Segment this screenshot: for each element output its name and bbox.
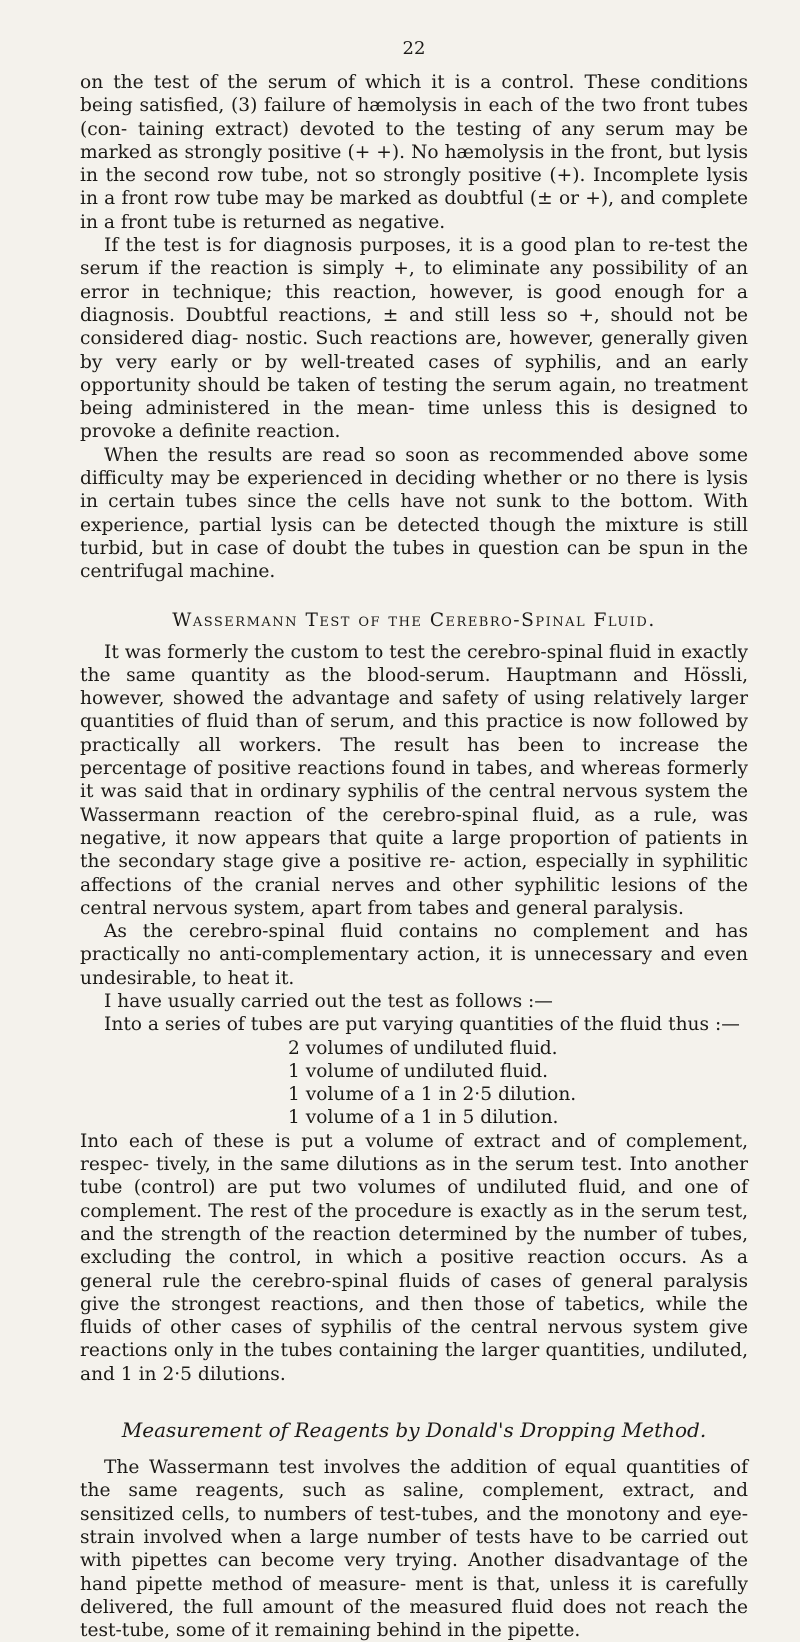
paragraph-csf-tubes-intro: Into a series of tubes are put varying quantities of the fluid thus :— [104, 1014, 740, 1036]
paragraph-reading-results: When the results are read so soon as recommended above some difficulty may be experienced in deciding whether or no there is lysis in certain tubes since the cells have not sunk to the bottom. With experience, partial lysis can be detected though the mixture is still turbid, but in case of doubt the tubes in question can be spun in the centrifugal machine. [80, 444, 748, 583]
list-item: 1 volume of undiluted fluid. [288, 1060, 549, 1082]
paragraph-serum-results: on the test of the serum of which it is a control. These conditions being satisfied, (3) failure of hæmolysis in each of the two front tubes (con- taining extract) devoted to the testing of any serum may be marked as strongly positive (+ +). No hæmolysis in the front, but lysis in the second row tube, not so strongly positive (+). Incomplete lysis in a front row tube may be marked as doubtful (± or +), and complete in a front tube is returned as negative. [80, 72, 748, 233]
paragraph-retest: If the test is for diagnosis purposes, it is a good plan to re-test the serum if the reaction is simply +, to eliminate any possibility of an error in technique; this reaction, however, is good enough for a diagnosis. Doubtful reactions, ± and still less so +, should not be considered diag- nostic. Such reactions are, however, generally given by very early or by well-treated cases of syphilis, and an early opportunity should be taken of testing the serum again, no treatment being administered in the mean- time unless this is designed to provoke a definite reaction. [80, 235, 748, 443]
paragraph-csf-complement: As the cerebro-spinal fluid contains no complement and has practically no anti-complementary action, it is unnecessary and even undesirable, to heat it. [80, 921, 748, 989]
section-heading-wassermann-csf: Wassermann Test of the Cerebro-Spinal Fluid. [172, 609, 656, 631]
paragraph-csf-history: It was formerly the custom to test the cerebro-spinal fluid in exactly the same quantity as the blood-serum. Hauptmann and Hössli, however, showed the advantage and safety of using relatively larger quantities of fluid than of serum, and this practice is now followed by practically all workers. The result has been to increase the percentage of positive reactions found in tabes, and whereas formerly it was said that in ordinary syphilis of the central nervous system the Wassermann reaction of the cerebro-spinal fluid, as a rule, was negative, it now appears that quite a large proportion of patients in the secondary stage give a positive re- action, especially in syphilitic affections of the cranial nerves and other syphilitic lesions of the central nervous system, apart from tabes and general paralysis. [80, 641, 748, 919]
list-item: 2 volumes of undiluted fluid. [288, 1037, 558, 1059]
dilution-list [80, 1037, 748, 1130]
paragraph-csf-procedure: Into each of these is put a volume of extract and of complement, respec- tively, in the same dilutions as in the serum test. Into another tube (control) are put two volumes of undiluted fluid, and one of complement. The rest of the procedure is exactly as in the serum test, and the strength of the reaction determined by the number of tubes, excluding the control, in which a positive reaction occurs. As a general rule the cerebro-spinal fluids of cases of general paralysis give the strongest reactions, and then those of tabetics, while the fluids of other cases of syphilis of the central nervous system give reactions only in the tubes containing the larger quantities, undiluted, and 1 in 2·5 dilutions. [80, 1130, 748, 1385]
list-item: 1 volume of a 1 in 5 dilution. [288, 1107, 559, 1129]
paragraph-csf-method-intro: I have usually carried out the test as follows :— [104, 990, 553, 1012]
list-item: 1 volume of a 1 in 2·5 dilution. [288, 1084, 577, 1106]
page-number: 22 [402, 38, 426, 59]
section-heading-measurement: Measurement of Reagents by Donald's Dropping Method. [121, 1418, 707, 1443]
paragraph-measurement: The Wassermann test involves the addition of equal quantities of the same reagents, such as saline, complement, extract, and sensitized cells, to numbers of test-tubes, and the monotony and eye-strain involved when a large number of tests have to be carried out with pipettes can become very trying. Another disadvantage of the hand pipette method of measure- ment is that, unless it is carefully delivered, the full amount of the measured fluid does not reach the test-tube, some of it remaining behind in the pipette. [80, 1457, 748, 1642]
